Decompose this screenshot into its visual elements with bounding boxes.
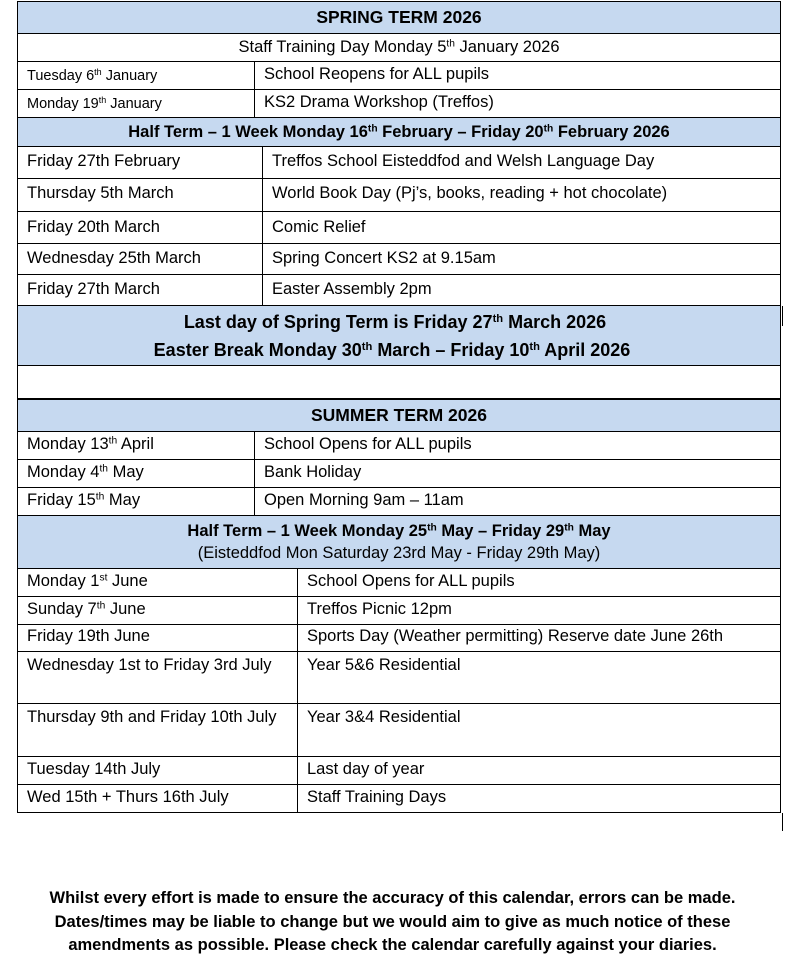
spring-half-term-row: [17, 118, 781, 147]
disclaimer-line: Whilst every effort is made to ensure the accuracy of this calendar, errors can be made.: [49, 889, 736, 907]
date-cell: Friday 15th May: [18, 488, 255, 515]
event-cell: Treffos School Eisteddfod and Welsh Language Day: [272, 152, 655, 170]
table-row: [17, 432, 781, 460]
summer-half-term-text: Half Term – 1 Week Monday 25th May – Friday 29th May: [187, 522, 611, 540]
date-cell: Friday 20th March: [18, 212, 263, 243]
event-cell: Easter Assembly 2pm: [272, 280, 432, 298]
disclaimer: [0, 887, 785, 958]
table-row: [17, 460, 781, 488]
table-row: [17, 488, 781, 516]
date-cell: Friday 19th June: [18, 625, 298, 651]
spring-training-day-row: [17, 34, 781, 62]
event-cell: KS2 Drama Workshop (Treffos): [264, 93, 494, 111]
event-cell: School Opens for ALL pupils: [264, 435, 472, 453]
table-row: [17, 212, 781, 244]
date-cell: Friday 27th February: [18, 147, 263, 178]
event-cell: Open Morning 9am – 11am: [264, 491, 464, 509]
event-cell: Spring Concert KS2 at 9.15am: [272, 249, 496, 267]
date-cell: Monday 13th April: [18, 432, 255, 459]
table-row: [17, 244, 781, 275]
date-cell: Monday 19th January: [18, 90, 255, 117]
table-row: [17, 652, 781, 704]
date-cell: Monday 1st June: [18, 569, 298, 596]
date-cell: Friday 27th March: [18, 275, 263, 305]
term-calendar-table: [17, 1, 781, 813]
event-cell: School Reopens for ALL pupils: [264, 65, 490, 83]
eisteddfod-note: (Eisteddfod Mon Saturday 23rd May - Friday 29th May): [197, 544, 601, 562]
summer-term-title: SUMMER TERM 2026: [310, 405, 487, 425]
date-cell: Wed 15th + Thurs 16th July: [18, 785, 298, 812]
event-cell: Year 5&6 Residential: [307, 656, 461, 674]
date-cell: Thursday 5th March: [18, 179, 263, 211]
table-row: [17, 625, 781, 652]
spring-term-header: [17, 1, 781, 34]
date-cell: Monday 4th May: [18, 460, 255, 487]
event-cell: School Opens for ALL pupils: [307, 572, 515, 590]
summer-half-term-row: [17, 516, 781, 569]
date-cell: Tuesday 6th January: [18, 62, 255, 89]
table-edge-mark: [782, 306, 783, 326]
event-cell: Sports Day (Weather permitting) Reserve date June 26th: [307, 627, 724, 645]
event-cell: World Book Day (Pj’s, books, reading + hot chocolate): [272, 184, 668, 202]
empty-spacer-row: [17, 366, 781, 399]
date-cell: Tuesday 14th July: [18, 757, 298, 784]
date-cell: Sunday 7th June: [18, 597, 298, 624]
date-cell: Wednesday 1st to Friday 3rd July: [18, 652, 298, 703]
table-edge-mark: [782, 813, 783, 831]
spring-half-term-text: Half Term – 1 Week Monday 16th February – Friday 20th February 2026: [128, 122, 670, 141]
spring-end-block: [17, 306, 781, 366]
table-row: [17, 179, 781, 212]
table-row: [17, 62, 781, 90]
event-cell: Comic Relief: [272, 218, 366, 236]
spring-term-title: SPRING TERM 2026: [316, 7, 482, 27]
table-row: [17, 147, 781, 179]
disclaimer-line: Dates/times may be liable to change but we would aim to give as much notice of these: [54, 912, 731, 931]
table-row: [17, 275, 781, 306]
disclaimer-line: amendments as possible. Please check the calendar carefully against your diaries.: [68, 936, 717, 954]
table-row: [17, 757, 781, 785]
date-cell: Wednesday 25th March: [18, 244, 263, 274]
training-day-text: Staff Training Day Monday 5th January 2026: [238, 38, 560, 56]
event-cell: Year 3&4 Residential: [307, 708, 461, 726]
table-row: [17, 704, 781, 757]
event-cell: Last day of year: [307, 760, 425, 778]
table-row: [17, 597, 781, 625]
event-cell: Staff Training Days: [307, 788, 447, 806]
summer-term-header: [17, 399, 781, 432]
table-row: [17, 90, 781, 118]
event-cell: Bank Holiday: [264, 463, 362, 481]
date-cell: Thursday 9th and Friday 10th July: [18, 704, 298, 756]
easter-break-text: Easter Break Monday 30th March – Friday 10th April 2026: [153, 339, 631, 360]
event-cell: Treffos Picnic 12pm: [307, 600, 452, 618]
last-day-of-spring-text: Last day of Spring Term is Friday 27th March 2026: [183, 311, 607, 332]
table-row: [17, 785, 781, 813]
table-row: [17, 569, 781, 597]
